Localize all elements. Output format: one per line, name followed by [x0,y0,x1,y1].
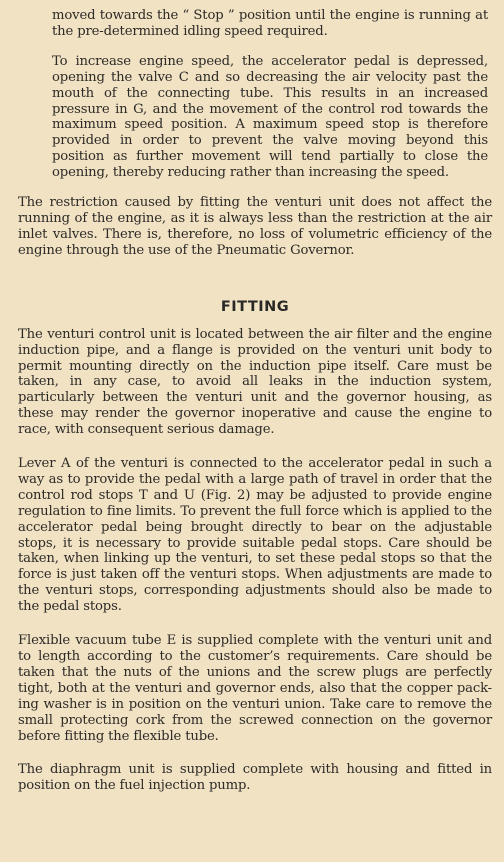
section-heading-fitting: FITTING [220,298,290,315]
paragraph-vacuum-tube: Flexible vacuum tube E is supplied complete with the venturi unit and to length according to the customer’s requirements. Care should be taken that the nuts of the unions and the screw plugs are perfectly tight, both at the venturi and governor ends, also that the copper pack-ing washer is in position on the venturi union. Take care to remove the small protecting cork from the screwed connection on the governor before fitting the flexible tube. [18,633,492,744]
paragraph-increase-engine-speed: To increase engine speed, the accelerator pedal is depressed, opening the valve C and so decreasing the air velocity past the mouth of the connecting tube. This results in an increased pressure in G, and the movement of the control rod towards the maximum speed position. A maximum speed stop is therefore provided in order to prevent the valve moving beyond this position as further movement will tend partially to close the opening, thereby reducing rather than increasing the speed. [52,53,488,181]
paragraph-diaphragm-unit: The diaphragm unit is supplied complete with housing and fitted in position on the fuel injection pump. [18,762,492,794]
paragraph-lever-a: Lever A of the venturi is connected to the accelerator pedal in such a way as to provide the pedal with a large path of travel in order that the control rod stops T and U (Fig. 2) may be adjusted to provide engine regulation to fine limits. To prevent the full force which is applied to the accelerator pedal being brought directly to bear on the adjustable stops, it is necessary to provide suitable pedal stops. Care should be taken, when linking up the venturi, to set these pedal stops so that the force is just taken off the venturi stops. When adjustments are made to the venturi stops, corresponding adjustments should also be made to the pedal stops. [18,456,492,615]
paragraph-venturi-restriction: The restriction caused by fitting the venturi unit does not affect the running of the engine, as it is always less than the restriction at the air inlet valves. There is, therefore, no loss of volumetric efficiency of the engine through the use of the Pneumatic Governor. [18,195,492,258]
paragraph-idling-speed: moved towards the “ Stop ” position until the engine is running at the pre-determined idling speed required. [52,8,488,39]
paragraph-venturi-location: The venturi control unit is located between the air filter and the engine induction pipe, and a flange is provided on the venturi unit body to permit mounting directly on the induction pipe itself. Care must be taken, in any case, to avoid all leaks in the induction system, particularly between the venturi unit and the governor housing, as these may render the governor inoperative and cause the engine to race, with consequent serious damage. [18,326,492,438]
